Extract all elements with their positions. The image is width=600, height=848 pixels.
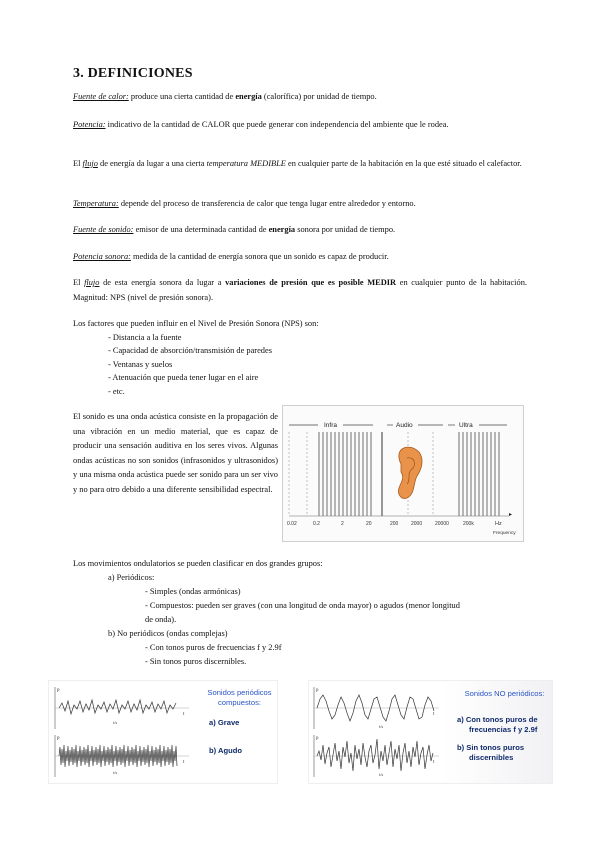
movements-a1: - Simples (ondas armónicas) <box>145 587 241 596</box>
factors-intro: Los factores que pueden influir en el Nivel de Presión Sonora (NPS) son: <box>73 319 319 328</box>
ultra-band-hatch <box>459 432 499 516</box>
term-temperatura: Temperatura: <box>73 199 119 208</box>
frequency-svg <box>283 406 523 541</box>
list-item: - Capacidad de absorción/transmisión de paredes <box>108 346 272 356</box>
term-potencia-sonora: Potencia sonora: <box>73 252 131 261</box>
list-item: - Distancia a la fuente <box>108 333 182 342</box>
wave-grave <box>59 700 176 714</box>
periodic-waves-panel <box>48 680 278 784</box>
movements-b1: - Con tonos puros de frecuencias f y 2.9f <box>145 643 282 652</box>
label-grave: a) Grave <box>209 718 240 727</box>
def-fuente-sonido: Fuente de sonido: emisor de una determinada cantidad de energía sonora por unidad de tiempo. <box>73 225 396 234</box>
movements-b2: - Sin tonos puros discernibles. <box>145 657 247 666</box>
section-title: 3. DEFINICIONES <box>73 66 193 81</box>
def-potencia-sonora: Potencia sonora: medida de la cantidad de energía sonora que un sonido es capaz de producir. <box>73 252 389 261</box>
tick-label: 0.2 <box>313 521 320 527</box>
wave-paragraph: El sonido es una onda acústica consiste en la propagación de una vibración en un medio material, que es capaz de producir una sensación auditiva en los seres vivos. Algunas ondas acústicas no son sonidos (infrasonidos y ultrasonidos) y una misma onda acústica puede ser sonido para un ser vivo y no para otro debido a una diferente sensibilidad espectral. <box>73 412 278 494</box>
movements-a: a) Periódicos: <box>108 573 155 582</box>
def-flujo-sonido: El flujo de esta energía sonora da lugar a variaciones de presión que es posible MEDIR en cualquier punto de la habitación. Magnitud: NPS (nivel de presión sonora). <box>73 278 527 302</box>
axis-label-p: p <box>316 688 319 693</box>
tick-label: 20 <box>366 521 372 527</box>
axis-arrow: ▸ <box>509 512 513 518</box>
tick-label: 20000 <box>435 521 449 527</box>
non-periodic-title: Sonidos NO periódicos: <box>464 689 545 698</box>
list-item: - Atenuación que pueda tener lugar en el aire <box>108 373 259 383</box>
wave-sin-tonos <box>317 739 433 771</box>
axis-label-p: p <box>57 736 60 741</box>
tick-label: 200k <box>463 521 474 527</box>
list-item: - Ventanas y suelos <box>108 359 173 369</box>
axis-label-p: p <box>57 688 60 693</box>
axis-label-ta: t/s <box>113 770 118 775</box>
frequency-figure <box>282 405 524 542</box>
axis-label-ts: t/s <box>379 724 384 729</box>
axis-label-p: p <box>316 736 319 741</box>
axis-label-t: t <box>183 712 185 717</box>
non-periodic-waves-panel <box>308 680 553 784</box>
periodic-waves-svg <box>49 681 199 783</box>
tick-label: 200 <box>390 521 399 527</box>
def-temperatura: Temperatura: depende del proceso de transferencia de calor que tenga lugar entre alrededor y entorno. <box>73 199 416 208</box>
tick-label: 0.02 <box>287 521 297 527</box>
def-fuente-calor: Fuente de calor: produce una cierta cantidad de energía (calorífica) por unidad de tiempo. <box>73 92 377 101</box>
frequency-label: Frequency <box>493 531 516 536</box>
factors-list <box>108 331 272 398</box>
axis-label-t: t <box>433 760 435 765</box>
term-potencia: Potencia: <box>73 120 106 129</box>
non-periodic-waves-svg <box>309 681 444 783</box>
infra-band-hatch <box>319 432 371 516</box>
axis-label-t: t <box>183 760 185 765</box>
axis-label-t: t <box>433 712 435 717</box>
def-flujo-calor: El flujo de energía da lugar a una cierta temperatura MEDIBLE en cualquier parte de la habitación en la que esté situado el calefactor. <box>73 159 522 168</box>
term-fuente-sonido: Fuente de sonido: <box>73 225 134 234</box>
tick-label: 2000 <box>411 521 423 527</box>
movements-b: b) No periódicos (ondas complejas) <box>108 629 228 638</box>
band-label-ultra: Ultra <box>459 422 473 429</box>
periodic-title: Sonidos periódicos compuestos: <box>207 688 272 707</box>
term-fuente-calor: Fuente de calor: <box>73 92 129 101</box>
label-agudo: b) Agudo <box>209 746 243 755</box>
axis-label-ts: t/s <box>379 772 384 777</box>
unit-hz: Hz <box>495 521 502 527</box>
def-potencia: Potencia: indicativo de la cantidad de CALOR que puede generar con independencia del ambiente que le rodea. <box>73 120 449 129</box>
movements-intro: Los movimientos ondulatorios se pueden clasificar en dos grandes grupos: <box>73 559 323 568</box>
axis-label-ta: t/s <box>113 720 118 725</box>
movements-a2a: - Compuestos: pueden ser graves (con una longitud de onda mayor) o agudos (menor longitud <box>145 601 460 610</box>
tick-label: 2 <box>341 521 344 527</box>
band-label-audio: Audio <box>396 422 413 429</box>
label-con-tonos: a) Con tonos puros de frecuencias f y 2.9f <box>457 715 538 734</box>
list-item: - etc. <box>108 386 125 396</box>
ear-icon <box>398 447 422 498</box>
label-sin-tonos: b) Sin tonos puros discernibles <box>457 743 525 762</box>
band-label-infra: Infra <box>324 422 338 429</box>
movements-a2b: de onda). <box>145 615 177 624</box>
